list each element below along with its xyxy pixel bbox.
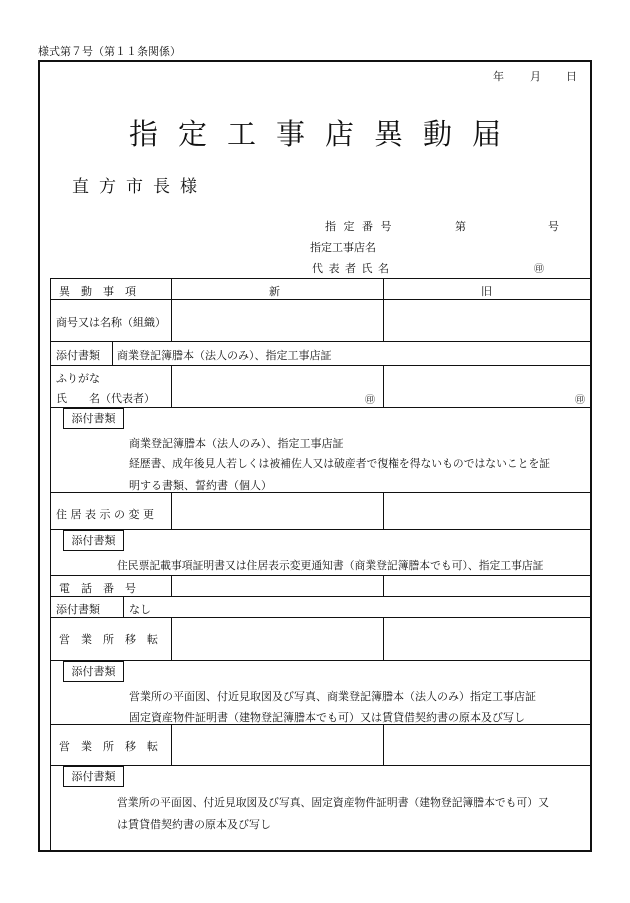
row-label-phone: 電 話 番 号 <box>59 582 136 595</box>
office-move-2-attachment-line: 営業所の平面図、付近見取図及び写真、固定資産物件証明書（建物登記簿謄本でも可）又 <box>117 796 549 809</box>
page-title: 指定工事店異動届 <box>128 117 521 151</box>
row-label-residence: 住 居 表 示 の 変 更 <box>56 508 154 521</box>
furigana-label: ふりがな <box>56 372 100 385</box>
column-header-new: 新 <box>269 285 280 298</box>
date-day: 日 <box>566 70 577 83</box>
representative-label: 代 表 者 氏 名 <box>312 262 390 275</box>
attachments-box: 添付書類 <box>63 408 124 429</box>
phone-attachments: なし <box>129 603 151 616</box>
designation-prefix: 第 <box>455 220 466 233</box>
residence-attachments: 住民票記載事項証明書又は住居表示変更通知書（商業登記簿謄本でも可）、指定工事店証 <box>117 559 544 572</box>
designation-label: 指 定 番 号 <box>325 220 394 233</box>
date-year: 年 <box>493 70 504 83</box>
row-label-office-move: 営 業 所 移 転 <box>59 633 158 646</box>
seal-new: ㊞ <box>365 395 375 406</box>
column-header-old: 旧 <box>481 285 492 298</box>
attachments-label: 添付書類 <box>56 603 100 616</box>
office-move-2-attachment-line: は賃貸借契約書の原本及び写し <box>117 818 271 831</box>
change-table <box>50 278 592 852</box>
row-label-representative: 氏 名（代表者） <box>56 392 155 405</box>
representative-attachment-line: 商業登記簿謄本（法人のみ）、指定工事店証 <box>129 437 344 450</box>
trade-name-attachments: 商業登記簿謄本（法人のみ）、指定工事店証 <box>117 349 332 362</box>
date-month: 月 <box>530 70 541 83</box>
office-move-1-attachment-line: 固定資産物件証明書（建物登記簿謄本でも可）又は賃貸借契約書の原本及び写し <box>129 711 525 724</box>
seal-old: ㊞ <box>575 395 585 406</box>
attachments-box: 添付書類 <box>63 530 124 551</box>
addressee: 直方市長様 <box>72 177 207 197</box>
applicant-seal: ㊞ <box>534 264 544 275</box>
attachments-box: 添付書類 <box>63 766 124 787</box>
representative-attachment-line: 経歴書、成年後見人若しくは被補佐人又は破産者で復権を得ないものではないことを証 <box>129 457 551 470</box>
attachments-label: 添付書類 <box>56 349 100 362</box>
form-number: 様式第７号（第１１条関係） <box>38 45 181 58</box>
shop-name-label: 指定工事店名 <box>310 241 376 254</box>
designation-suffix: 号 <box>548 220 559 233</box>
row-label-trade-name: 商号又は名称（組織） <box>56 316 166 329</box>
representative-attachment-line: 明する書類、誓約書（個人） <box>129 479 272 492</box>
attachments-box: 添付書類 <box>63 661 124 682</box>
row-label-office-move: 営 業 所 移 転 <box>59 740 158 753</box>
column-header-item: 異 動 事 項 <box>59 285 136 298</box>
office-move-1-attachment-line: 営業所の平面図、付近見取図及び写真、商業登記簿謄本（法人のみ）指定工事店証 <box>129 690 536 703</box>
